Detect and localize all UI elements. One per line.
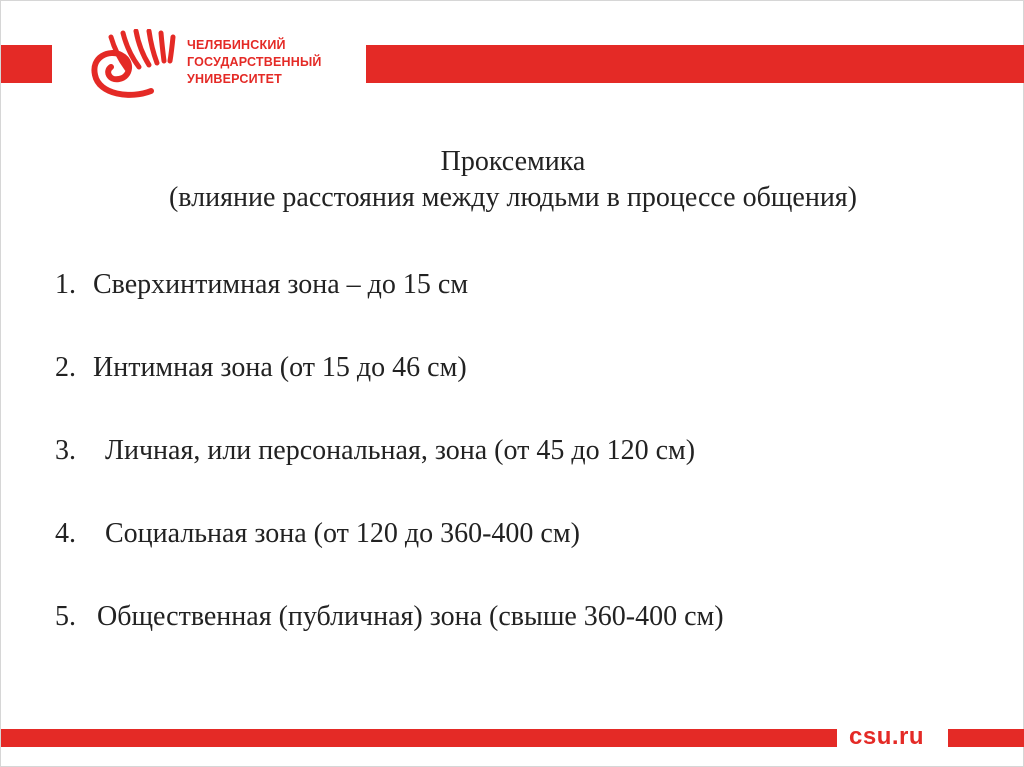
list-item-text: Интимная зона (от 15 до 46 см) — [93, 352, 467, 383]
university-logo-icon — [81, 29, 181, 99]
university-name-line-1: ЧЕЛЯБИНСКИЙ — [187, 38, 286, 52]
university-name-line-3: УНИВЕРСИТЕТ — [187, 72, 282, 86]
list-item — [55, 269, 468, 301]
list-item-text: Сверхинтимная зона – до 15 см — [93, 269, 469, 300]
footer-bar-left — [1, 729, 837, 747]
list-item-text: Общественная (публичная) зона (свыше 360-400 см) — [97, 601, 724, 632]
footer-site-link[interactable]: csu.ru — [849, 723, 925, 750]
list-item — [55, 352, 467, 384]
list-item-number: 2. — [55, 352, 76, 383]
list-item-number: 1. — [55, 269, 76, 300]
header-bar-right — [366, 45, 1024, 83]
list-item-number: 4. — [55, 518, 76, 549]
header-bar-left — [1, 45, 52, 83]
title-main: Проксемика — [440, 146, 586, 177]
list-item-text: Социальная зона (от 120 до 360-400 см) — [105, 518, 580, 549]
list-item — [55, 601, 724, 633]
list-item-number: 3. — [55, 435, 76, 466]
footer-bar-right — [948, 729, 1024, 747]
list-item — [55, 435, 695, 467]
title-subtitle: (влияние расстояния между людьми в процессе общения) — [168, 182, 858, 213]
slide-title — [1, 144, 1024, 216]
list-item-number: 5. — [55, 601, 76, 632]
university-name-line-2: ГОСУДАРСТВЕННЫЙ — [187, 55, 322, 69]
university-name — [187, 37, 322, 88]
list-item-text: Личная, или персональная, зона (от 45 до 120 см) — [105, 435, 696, 466]
list-item — [55, 518, 580, 550]
